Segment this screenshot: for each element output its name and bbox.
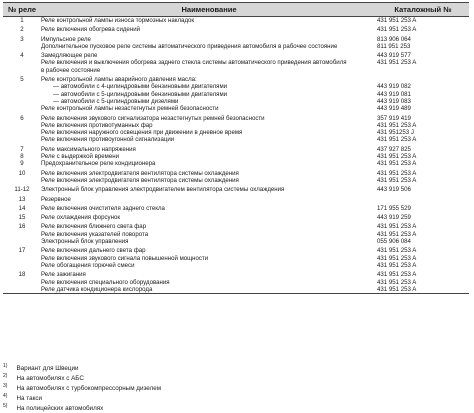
catalog-number-cell: 431 951 253 A xyxy=(377,230,417,238)
relay-number-cell: 6 xyxy=(20,114,24,122)
table-row xyxy=(3,245,469,254)
relay-number-cell xyxy=(3,177,41,184)
table-row xyxy=(3,34,469,43)
footnote-mark: 1) xyxy=(3,363,8,369)
header-name: Наименование xyxy=(41,3,377,17)
relay-number-cell: 2 xyxy=(20,26,24,34)
relay-number-cell: 17 xyxy=(18,247,26,255)
relay-number-cell xyxy=(3,286,41,294)
relay-name-cell: Реле включения указателей поворота xyxy=(41,230,149,238)
catalog-number-cell: 431 951 253 A xyxy=(377,223,417,231)
catalog-number-cell: 431 951 253 A xyxy=(377,17,417,24)
table-row xyxy=(3,168,469,177)
table-row xyxy=(3,43,469,50)
relay-name-cell: Электронный блок управления xyxy=(41,238,129,246)
catalog-number-cell: 431 951 253 A xyxy=(377,271,417,279)
footnote-text: На автомобилях с турбокомпрессорным дизелем xyxy=(16,385,162,393)
footnote-text: На полицейских автомобилях xyxy=(16,405,104,413)
catalog-number-cell: 431 951 253 A xyxy=(377,136,417,144)
relay-name-cell: Реле охлаждения форсунок xyxy=(41,214,121,222)
table-row xyxy=(3,98,469,105)
relay-name-cell: Реле включения электродвигателя вентилятора системы охлаждения xyxy=(41,176,239,184)
table-row xyxy=(3,136,469,143)
relay-name-cell: Импульсное реле xyxy=(41,35,91,43)
relay-name-cell: Реле с выдержкой времени xyxy=(41,153,119,161)
table-row xyxy=(3,59,469,66)
catalog-number-cell: 443 919 082 xyxy=(377,83,411,91)
catalog-number-cell: 055 906 084 xyxy=(377,238,411,246)
relay-name-cell: в рабочее состояние xyxy=(41,66,101,74)
relay-number-cell xyxy=(3,136,41,143)
relay-number-cell xyxy=(3,105,41,112)
catalog-number-cell: 431 951 253 A xyxy=(377,153,417,161)
relay-name-cell: Реле контрольной лампы аварийного давления масла: xyxy=(41,76,197,84)
relay-number-cell xyxy=(3,59,41,66)
catalog-number-cell: 431 951253 J xyxy=(377,129,414,137)
catalog-number-cell: 431 951 253 A xyxy=(377,176,417,184)
table-row xyxy=(3,255,469,262)
relay-number-cell: 15 xyxy=(18,214,26,222)
table-row xyxy=(3,177,469,184)
relay-name-cell: Реле включения очистителя заднего стекла xyxy=(41,204,165,212)
relay-name-cell: — автомобили с 5-цилиндровыми бензиновыми двигателями xyxy=(53,90,228,98)
table-row xyxy=(3,17,469,25)
relay-name-cell: Реле максимального напряжения xyxy=(41,145,136,153)
table-row xyxy=(3,129,469,136)
relay-number-cell: 3 xyxy=(20,35,24,43)
table-row xyxy=(3,184,469,193)
relay-name-cell: Предохранительное реле кондиционера xyxy=(41,160,156,168)
catalog-number-cell: 431 951 253 A xyxy=(377,247,417,255)
table-row xyxy=(3,238,469,245)
catalog-number-cell: 431 951 253 A xyxy=(377,160,417,168)
relay-number-cell xyxy=(3,91,41,98)
relay-name-cell: Реле контрольной лампы незастегнутых ремней безопасности xyxy=(41,105,219,113)
relay-table xyxy=(3,2,469,294)
table-row xyxy=(3,105,469,112)
catalog-number-cell xyxy=(377,67,469,74)
relay-number-cell: 18 xyxy=(18,271,26,279)
catalog-number-cell xyxy=(377,194,469,203)
catalog-number-cell: 431 951 253 A xyxy=(377,121,417,129)
relay-name-cell: Реле включения ближнего света фар xyxy=(41,223,147,231)
catalog-number-cell: 431 951 253 A xyxy=(377,169,417,177)
footnote-mark: 3) xyxy=(3,383,8,389)
relay-name-cell: Реле включения и выключения обогрева заднего стекла системы автоматического приведения автомобиля xyxy=(41,59,347,67)
footnote-mark: 4) xyxy=(3,393,8,399)
table-row xyxy=(3,24,469,33)
catalog-number-cell xyxy=(377,74,469,83)
table-row xyxy=(3,286,469,294)
relay-name-cell: Замедляющее реле xyxy=(41,52,98,60)
relay-name-cell: Реле включения противоугонной сигнализации xyxy=(41,136,175,144)
relay-number-cell xyxy=(3,231,41,238)
relay-name-cell: Реле включения наружного освещения при движении в дневное время xyxy=(41,129,243,137)
catalog-number-cell: 431 951 253 A xyxy=(377,59,417,67)
table-row xyxy=(3,67,469,74)
catalog-number-cell: 443 919 577 xyxy=(377,52,411,60)
relay-number-cell xyxy=(3,238,41,245)
relay-name-cell: Реле включения дальнего света фар xyxy=(41,247,146,255)
header-catalog-number: Каталожный № xyxy=(377,3,469,17)
catalog-number-cell: 811 951 253 xyxy=(377,42,411,50)
table-row xyxy=(3,91,469,98)
header-relay-number: № реле xyxy=(3,3,41,17)
relay-number-cell: 10 xyxy=(18,169,26,177)
relay-number-cell: 11-12 xyxy=(14,186,30,194)
relay-name-cell: Реле обогащения горючей смеси xyxy=(41,261,135,269)
relay-number-cell xyxy=(3,98,41,105)
table-row xyxy=(3,212,469,221)
relay-name-cell: Реле датчика кондиционера кислорода xyxy=(41,286,377,294)
relay-number-cell: 14 xyxy=(18,204,26,212)
catalog-number-cell: 813 906 064 xyxy=(377,35,411,43)
relay-name-cell: — автомобили с 4-цилиндровыми бензиновыми двигателями xyxy=(53,83,228,91)
table-row xyxy=(3,74,469,83)
catalog-number-cell: 443 919 081 xyxy=(377,90,411,98)
relay-number-cell: 1 xyxy=(20,17,24,24)
catalog-number-cell: 357 919 419 xyxy=(377,114,411,122)
relay-number-cell: 9 xyxy=(20,160,24,168)
table-row xyxy=(3,221,469,230)
table-row xyxy=(3,153,469,160)
relay-number-cell: 13 xyxy=(18,195,26,203)
footnote-mark: 2) xyxy=(3,373,8,379)
relay-number-cell xyxy=(3,262,41,269)
catalog-number-cell: 431 951 253 A xyxy=(377,286,469,294)
relay-name-cell: — автомобили с 5-цилиндровыми дизелями xyxy=(53,97,179,105)
catalog-number-cell: 443 919 506 xyxy=(377,186,411,194)
relay-name-cell: Электронный блок управления электродвигателем вентилятора системы охлаждения xyxy=(41,186,285,194)
catalog-number-cell: 443 919 083 xyxy=(377,97,411,105)
footnote-text: На такси xyxy=(16,395,43,403)
relay-number-cell: 5 xyxy=(20,76,24,84)
table-row xyxy=(3,122,469,129)
relay-name-cell: Дополнительное пусковое реле системы автоматического приведения автомобиля в рабочее состояние xyxy=(41,42,338,50)
catalog-number-cell: 171 955 529 xyxy=(377,204,411,212)
table-row xyxy=(3,194,469,203)
relay-name-cell: Реле включения обогрева сидений xyxy=(41,26,140,34)
catalog-number-cell: 431 951 253 A xyxy=(377,261,417,269)
catalog-number-cell: 443 919 489 xyxy=(377,105,411,113)
relay-name-cell: Реле контрольной лампы износа тормозных накладок xyxy=(41,17,195,24)
relay-name-cell: Реле включения электродвигателя вентилятора системы охлаждения xyxy=(41,169,239,177)
relay-number-cell: 7 xyxy=(20,145,24,153)
relay-number-cell xyxy=(3,279,41,286)
table-row xyxy=(3,262,469,269)
relay-number-cell xyxy=(3,122,41,129)
relay-name-cell: Резервное xyxy=(41,195,71,203)
table-row xyxy=(3,203,469,212)
relay-number-cell xyxy=(3,43,41,50)
table-row xyxy=(3,231,469,238)
relay-name-cell: Реле зажигания xyxy=(41,271,86,279)
footnote xyxy=(3,402,303,413)
table-row xyxy=(3,50,469,59)
catalog-number-cell: 431 951 253 A xyxy=(377,254,417,262)
relay-number-cell: 16 xyxy=(18,223,26,231)
relay-name-cell: Реле включения звукового сигнала повышенной мощности xyxy=(41,254,209,262)
table-row xyxy=(3,279,469,286)
catalog-number-cell: 443 919 259 xyxy=(377,214,411,222)
relay-name-cell: Реле включения специального оборудования xyxy=(41,278,170,286)
relay-number-cell xyxy=(3,83,41,90)
footnote-mark: 5) xyxy=(3,403,8,409)
table-row xyxy=(3,160,469,167)
catalog-number-cell: 437 927 825 xyxy=(377,145,411,153)
catalog-number-cell: 431 951 253 A xyxy=(377,278,417,286)
relay-number-cell: 4 xyxy=(20,52,24,60)
relay-name-cell: Реле включения противотуманных фар xyxy=(41,121,153,129)
relay-number-cell: 8 xyxy=(20,153,24,161)
relay-name-cell: Реле включения звукового сигнализатора незастегнутых ремней безопасности xyxy=(41,114,265,122)
table-body xyxy=(3,17,469,294)
relay-number-cell xyxy=(3,129,41,136)
table-row xyxy=(3,113,469,122)
relay-number-cell xyxy=(3,255,41,262)
table-header-row xyxy=(3,3,469,17)
table-row xyxy=(3,83,469,90)
table-row xyxy=(3,144,469,153)
footnote-text: На автомобилях с АБС xyxy=(16,375,84,383)
catalog-number-cell: 431 951 253 A xyxy=(377,26,417,34)
relay-number-cell xyxy=(3,67,41,74)
footnote-text: Вариант для Швеции xyxy=(16,365,79,373)
table-row xyxy=(3,269,469,278)
